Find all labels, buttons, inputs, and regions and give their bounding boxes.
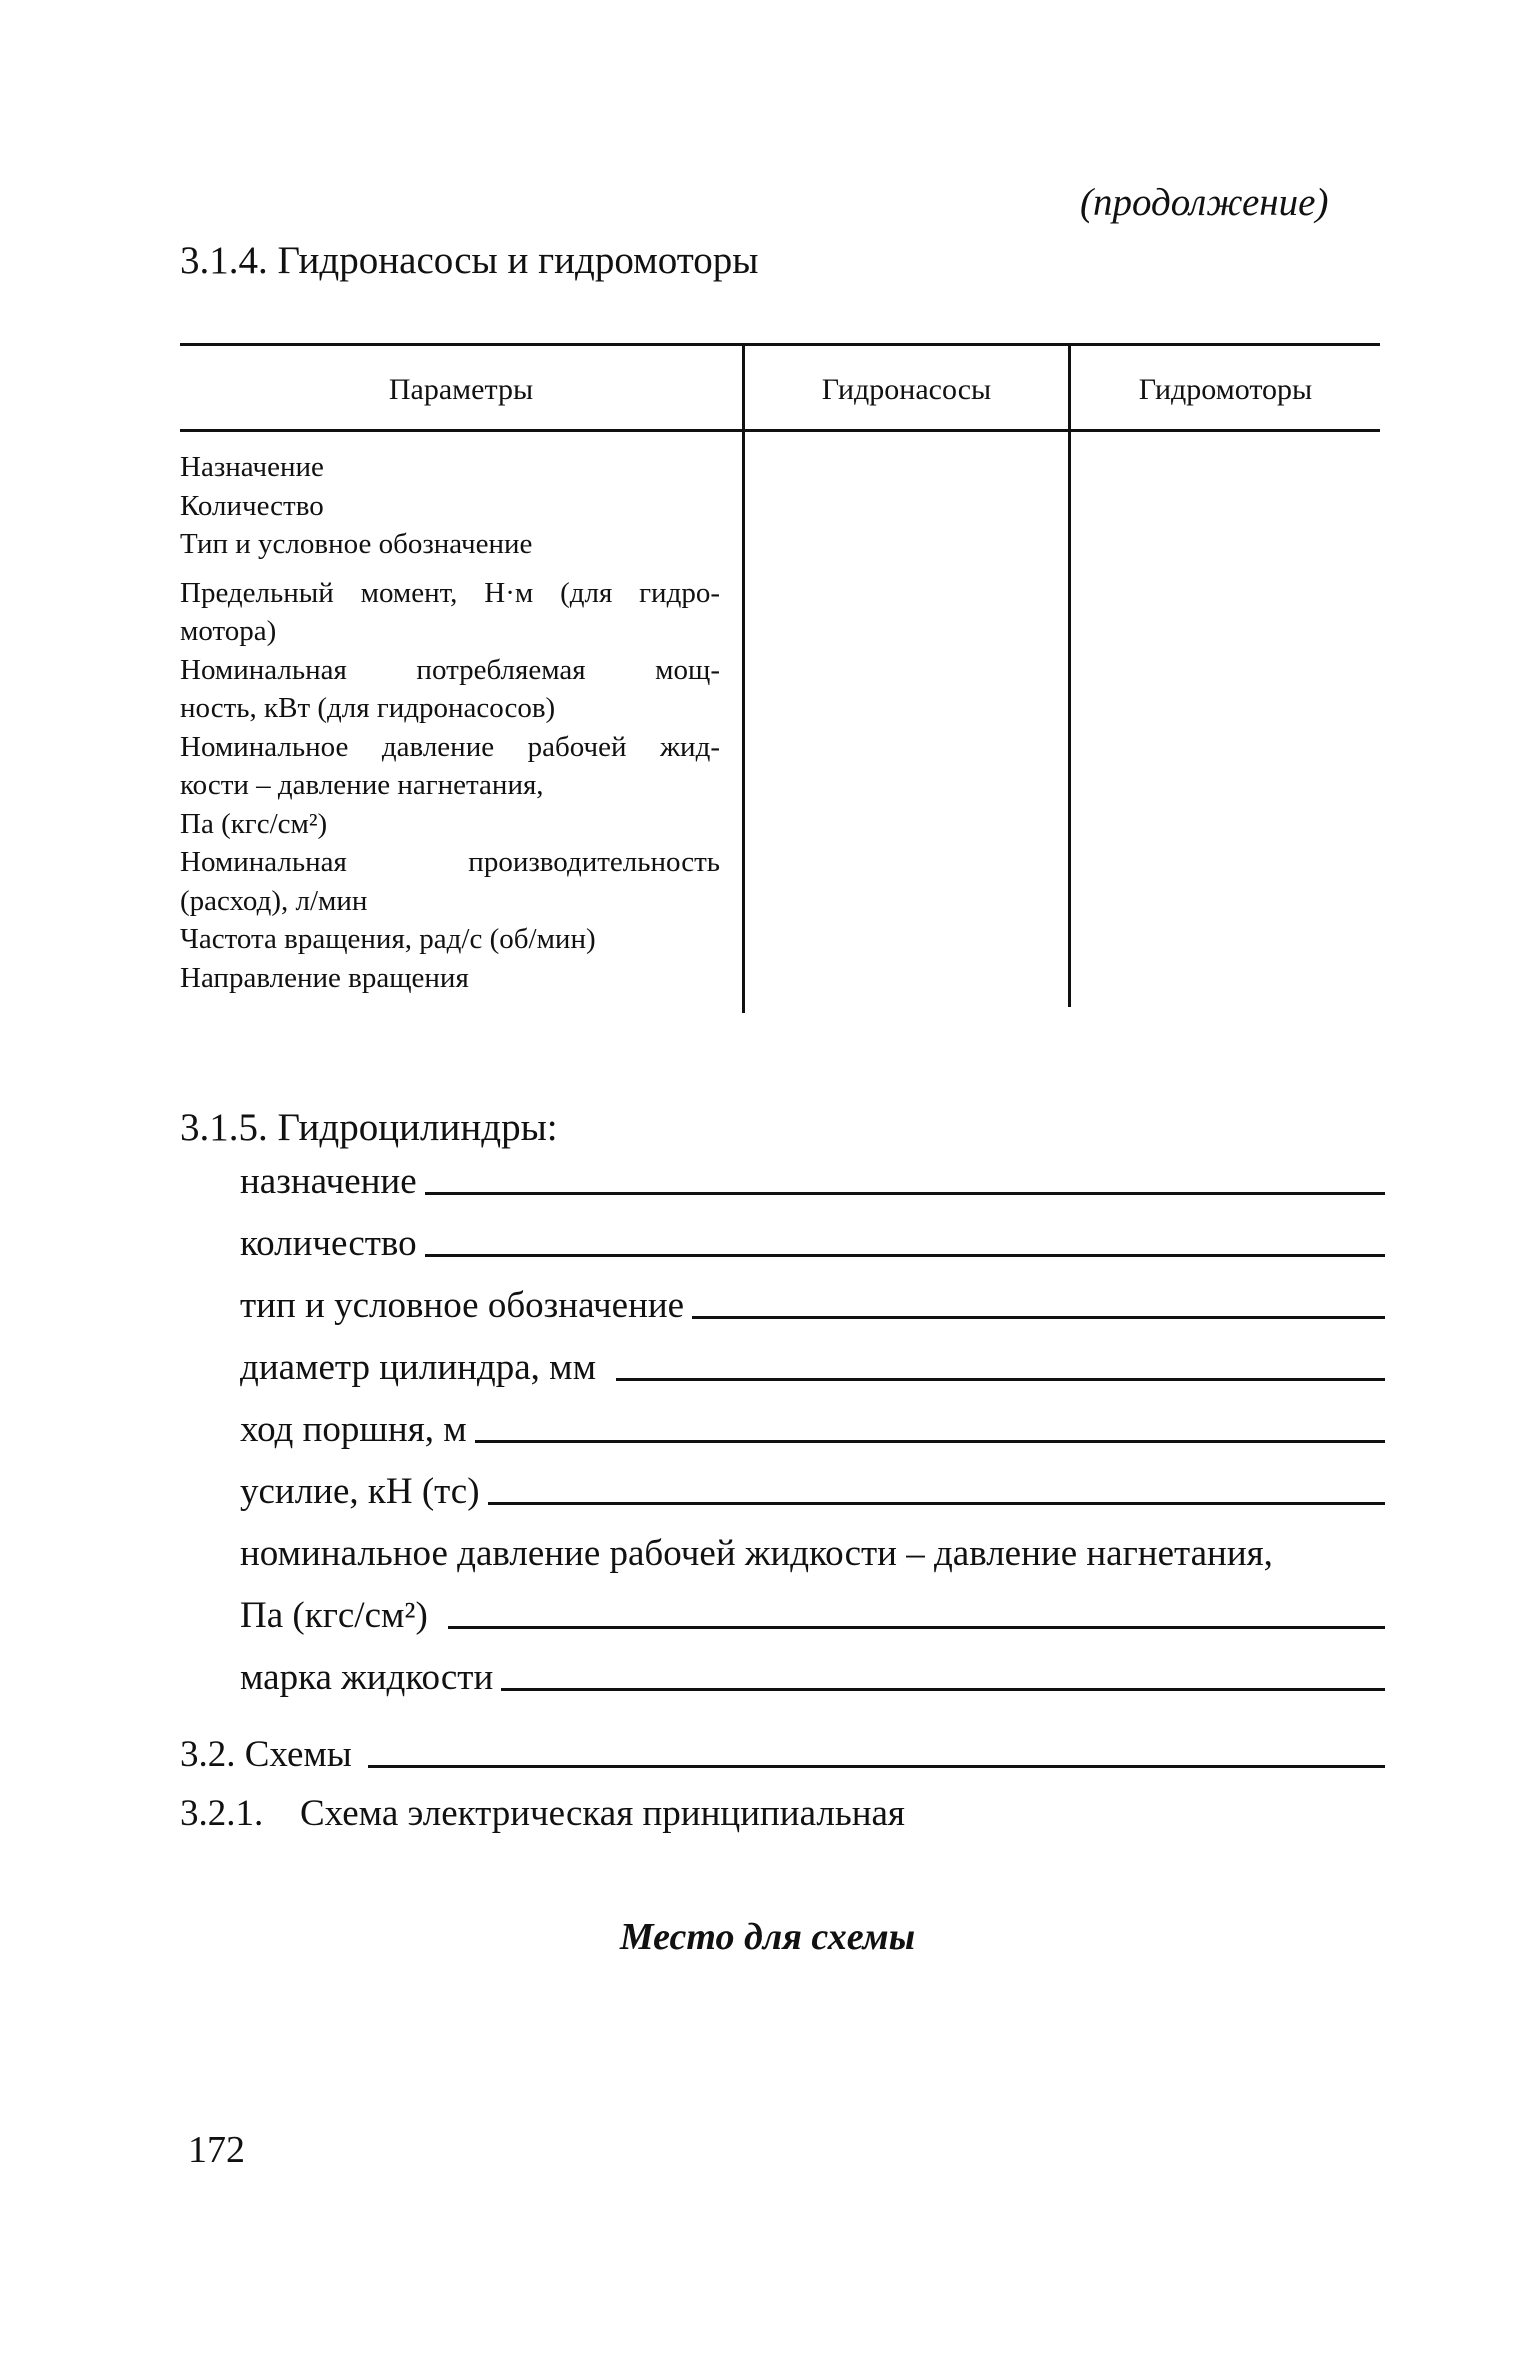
field-fluid-brand xyxy=(240,1656,1385,1718)
section-3-1-5-heading: 3.1.5. Гидроцилиндры: xyxy=(180,1106,558,1149)
fill-line[interactable] xyxy=(501,1688,1385,1691)
diagram-placeholder: Место для схемы xyxy=(619,1916,916,1958)
column-header-parameters: Параметры xyxy=(388,373,534,406)
field-label: диаметр цилиндра, мм xyxy=(240,1347,596,1388)
parameter-row: Частота вращения, рад/с (об/мин) xyxy=(180,923,596,955)
field-type-designation xyxy=(240,1284,1385,1346)
field-label: количество xyxy=(240,1223,417,1264)
parameter-row: ность, кВт (для гидронасосов) xyxy=(180,692,556,724)
column-divider-2 xyxy=(1068,343,1071,1007)
column-header-pumps: Гидронасосы xyxy=(821,373,992,406)
section-3-1-4-heading: 3.1.4. Гидронасосы и гидромоторы xyxy=(180,239,759,282)
field-force xyxy=(240,1470,1385,1532)
field-quantity xyxy=(240,1222,1385,1284)
fill-line[interactable] xyxy=(475,1440,1385,1443)
parameter-row: Номинальное давление рабочей жид- xyxy=(180,730,720,763)
section-3-2-heading: 3.2. Схемы xyxy=(180,1734,352,1775)
parameter-row: Номинальная производительность xyxy=(180,846,720,878)
section-title: Схема электрическая принципиальная xyxy=(300,1793,905,1834)
field-piston-stroke xyxy=(240,1408,1385,1470)
field-purpose xyxy=(240,1160,1385,1222)
parameter-row: Па (кгс/см²) xyxy=(180,807,328,840)
column-divider-1 xyxy=(742,343,745,1013)
fill-line[interactable] xyxy=(425,1254,1385,1257)
field-label: усилие, кН (тс) xyxy=(240,1471,480,1512)
parameter-row: кости – давление нагнетания, xyxy=(180,769,544,801)
fill-line[interactable] xyxy=(368,1765,1385,1768)
field-label: назначение xyxy=(240,1161,417,1202)
section-3-2 xyxy=(180,1733,1385,1795)
parameter-row: Направление вращения xyxy=(180,961,469,994)
fill-line[interactable] xyxy=(488,1502,1385,1505)
parameter-row: Номинальная потребляемая мощ- xyxy=(180,653,720,686)
field-cylinder-diameter xyxy=(240,1346,1385,1408)
table-header-rule xyxy=(180,429,1380,432)
parameter-row: Назначение xyxy=(180,451,324,483)
parameter-row: Предельный момент, Н·м (для гидро- xyxy=(180,576,720,609)
table-top-rule xyxy=(180,343,1380,346)
field-label: ход поршня, м xyxy=(240,1409,467,1450)
field-label: тип и условное обозначение xyxy=(240,1285,685,1326)
field-label: Па (кгс/см²) xyxy=(240,1595,428,1636)
fill-line[interactable] xyxy=(448,1626,1385,1629)
cylinders-form xyxy=(240,1160,1385,1718)
field-nominal-pressure xyxy=(240,1532,1385,1594)
section-number: 3.2.1. xyxy=(180,1793,264,1834)
field-pressure-units xyxy=(240,1594,1385,1656)
parameter-row: Тип и условное обозначение xyxy=(180,528,533,560)
section-3-2-1-heading xyxy=(180,1792,905,1835)
parameters-list xyxy=(180,448,720,997)
parameter-row: (расход), л/мин xyxy=(180,884,368,917)
field-label: номинальное давление рабочей жидкости – давление нагнетания, xyxy=(240,1533,1273,1574)
field-label: марка жидкости xyxy=(240,1657,494,1698)
parameter-row: мотора) xyxy=(180,615,277,647)
fill-line[interactable] xyxy=(616,1378,1385,1381)
parameter-row: Количество xyxy=(180,489,324,522)
continuation-note: (продолжение) xyxy=(1080,181,1329,224)
fill-line[interactable] xyxy=(425,1192,1385,1195)
page-number: 172 xyxy=(188,2129,245,2171)
fill-line[interactable] xyxy=(692,1316,1385,1319)
column-header-motors: Гидромоторы xyxy=(1138,373,1313,406)
